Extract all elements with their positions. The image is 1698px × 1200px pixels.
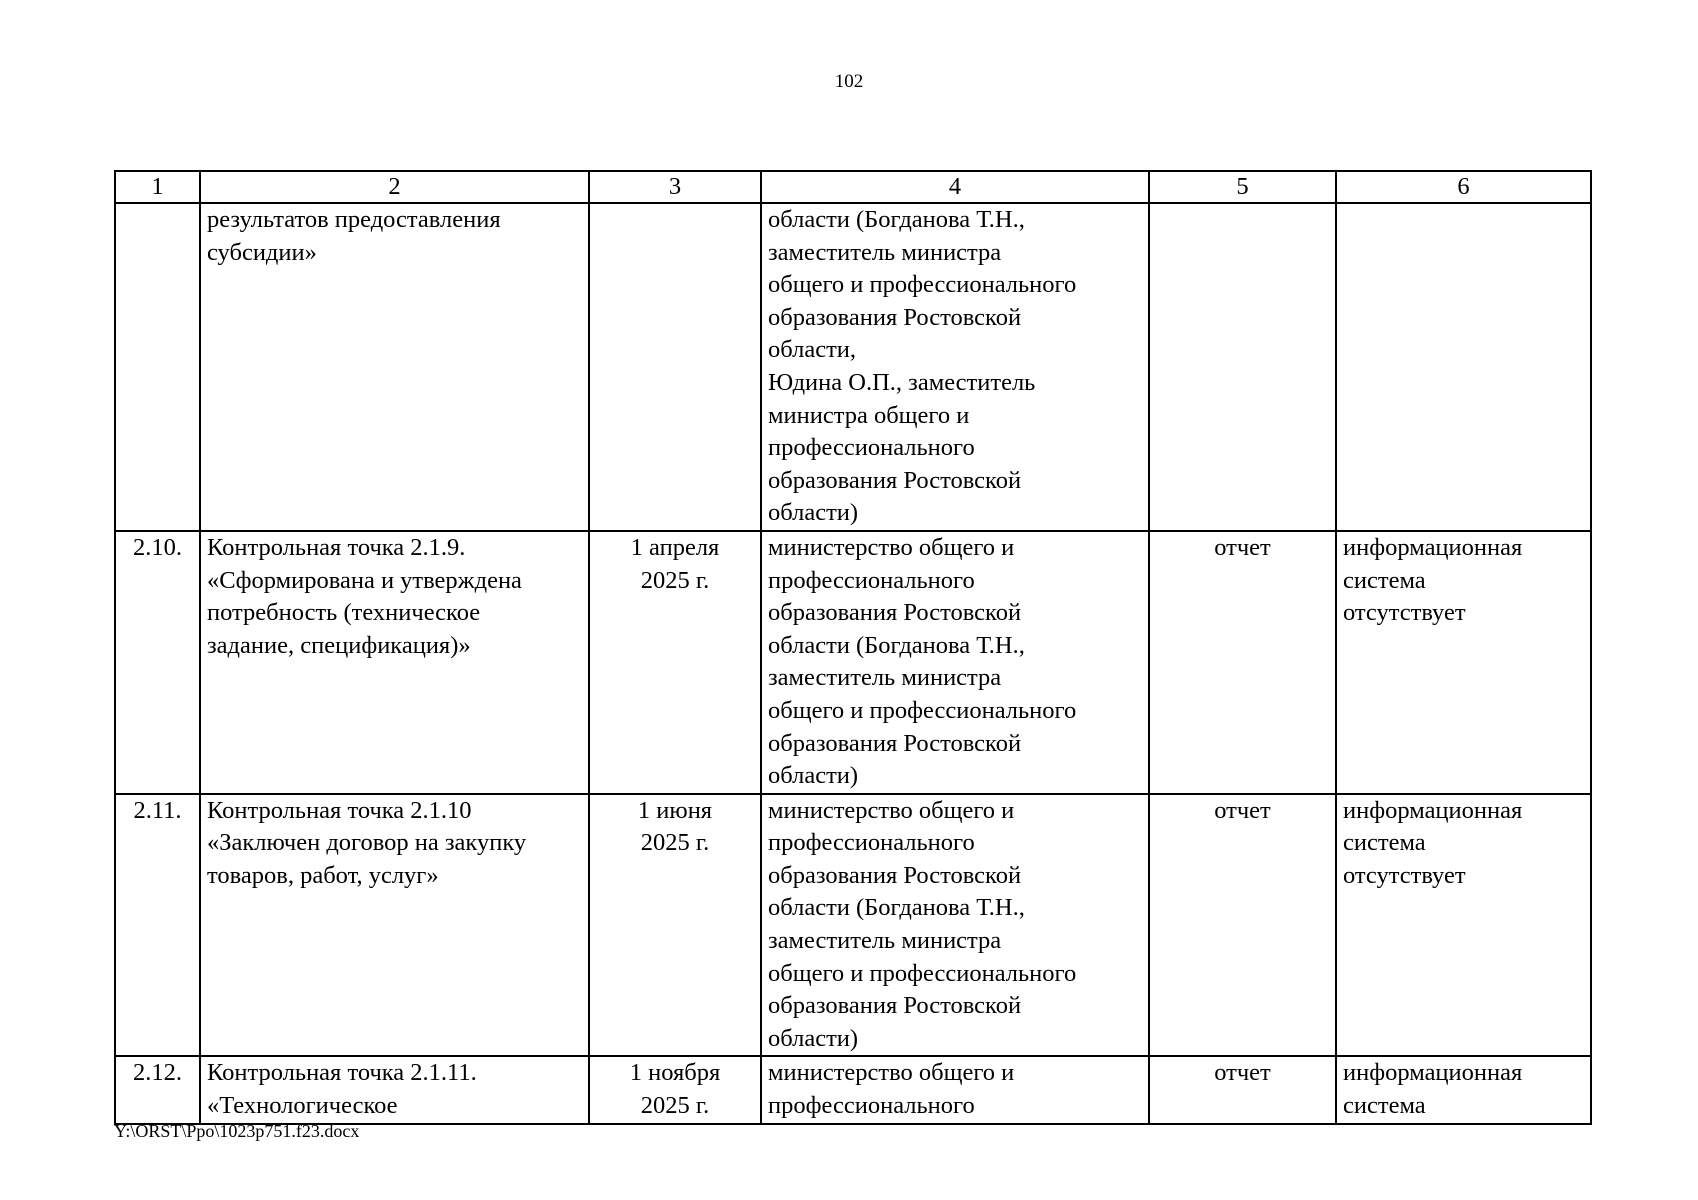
cell-text-line: 2025 г. — [640, 829, 710, 857]
cell-text-line: профессионального — [768, 566, 975, 594]
info-system-cell — [1336, 203, 1591, 531]
cell-text-line: образования Ростовской — [768, 303, 1022, 331]
cell-text-line: области (Богданова Т.Н., — [768, 631, 1025, 659]
cell-text-line: образования Ростовской — [768, 992, 1022, 1020]
cell-text-line: образования Ростовской — [768, 729, 1022, 757]
cell-text-line: «Сформирована и утверждена — [207, 566, 522, 594]
row-number-cell: 2.10. — [115, 531, 200, 794]
cell-text-line: образования Ростовской — [768, 861, 1022, 889]
cell-text-line: 2025 г. — [640, 566, 710, 594]
page-number: 102 — [834, 71, 864, 92]
document-type-cell: отчет — [1149, 531, 1336, 794]
file-path-footer: Y:\ORST\Ppo\1023p751.f23.docx — [114, 1121, 360, 1141]
header-cell-3: 3 — [589, 171, 761, 203]
cell-text-line: система — [1343, 1092, 1426, 1120]
cell-text-line: отсутствует — [1343, 599, 1466, 627]
cell-text-line: система — [1343, 566, 1426, 594]
cell-text-line: 1 июня — [637, 796, 713, 824]
info-system-cell — [1336, 1056, 1591, 1123]
schedule-table — [114, 170, 1592, 1125]
table-row — [115, 203, 1591, 531]
document-type-cell: отчет — [1149, 794, 1336, 1057]
cell-text-line: области (Богданова Т.Н., — [768, 206, 1025, 233]
cell-text-line: 2025 г. — [640, 1092, 710, 1120]
cell-text-line: потребность (техническое — [207, 599, 481, 627]
cell-text-line: 1 апреля — [630, 533, 720, 561]
cell-text-line: профессионального — [768, 829, 975, 857]
table-row — [115, 794, 1591, 1057]
cell-text-line: Контрольная точка 2.1.11. — [207, 1059, 477, 1087]
cell-text-line: информационная — [1343, 533, 1523, 561]
cell-text-line: заместитель министра — [768, 664, 1002, 692]
row-number-cell: 2.11. — [115, 794, 200, 1057]
info-system-cell — [1336, 794, 1591, 1057]
cell-text-line: образования Ростовской — [768, 599, 1022, 627]
cell-text-line: области, — [768, 336, 857, 364]
cell-text-line: заместитель министра — [768, 238, 1002, 266]
cell-text-line: задание, спецификация)» — [207, 631, 471, 659]
cell-text-line: образования Ростовской — [768, 466, 1022, 494]
cell-text-line: области) — [768, 499, 859, 527]
event-name-cell — [200, 531, 589, 794]
row-number-cell — [115, 203, 200, 531]
cell-text-line: области) — [768, 1024, 859, 1052]
cell-text-line: профессионального — [768, 1092, 975, 1120]
responsible-cell — [761, 531, 1149, 794]
deadline-cell — [589, 531, 761, 794]
cell-text-line: Юдина О.П., заместитель — [768, 368, 1036, 396]
deadline-cell — [589, 203, 761, 531]
cell-text-line: общего и профессионального — [768, 696, 1077, 724]
cell-text-line: «Технологическое — [207, 1092, 398, 1120]
cell-text-line: товаров, работ, услуг» — [207, 861, 439, 889]
cell-text-line: министерство общего и — [768, 533, 1015, 561]
header-cell-4: 4 — [761, 171, 1149, 203]
cell-text-line: субсидии» — [207, 238, 317, 266]
cell-text-line: министра общего и — [768, 401, 970, 429]
info-system-cell — [1336, 531, 1591, 794]
header-cell-6: 6 — [1336, 171, 1591, 203]
responsible-cell — [761, 203, 1149, 531]
document-type-cell: отчет — [1149, 1056, 1336, 1123]
document-type-cell — [1149, 203, 1336, 531]
responsible-cell — [761, 794, 1149, 1057]
cell-text-line: Контрольная точка 2.1.9. — [207, 533, 466, 561]
cell-text-line: общего и профессионального — [768, 959, 1077, 987]
cell-text-line: министерство общего и — [768, 1059, 1015, 1087]
header-cell-2: 2 — [200, 171, 589, 203]
cell-text-line: заместитель министра — [768, 927, 1002, 955]
table-row — [115, 531, 1591, 794]
cell-text-line: информационная — [1343, 1059, 1523, 1087]
cell-text-line: области (Богданова Т.Н., — [768, 894, 1025, 922]
cell-text-line: система — [1343, 829, 1426, 857]
header-cell-1: 1 — [115, 171, 200, 203]
event-name-cell — [200, 794, 589, 1057]
cell-text-line: отсутствует — [1343, 861, 1466, 889]
cell-text-line: министерство общего и — [768, 796, 1015, 824]
cell-text-line: результатов предоставления — [207, 206, 501, 233]
event-name-cell — [200, 1056, 589, 1123]
event-name-cell — [200, 203, 589, 531]
deadline-cell — [589, 1056, 761, 1123]
row-number-cell: 2.12. — [115, 1056, 200, 1123]
cell-text-line: 1 ноября — [629, 1059, 721, 1087]
cell-text-line: «Заключен договор на закупку — [207, 829, 527, 857]
cell-text-line: профессионального — [768, 434, 975, 462]
responsible-cell — [761, 1056, 1149, 1123]
cell-text-line: области) — [768, 762, 859, 790]
cell-text-line: информационная — [1343, 796, 1523, 824]
header-cell-5: 5 — [1149, 171, 1336, 203]
header-row — [115, 171, 1591, 203]
cell-text-line: общего и профессионального — [768, 271, 1077, 299]
table-row — [115, 1056, 1591, 1123]
deadline-cell — [589, 794, 761, 1057]
cell-text-line: Контрольная точка 2.1.10 — [207, 796, 472, 824]
